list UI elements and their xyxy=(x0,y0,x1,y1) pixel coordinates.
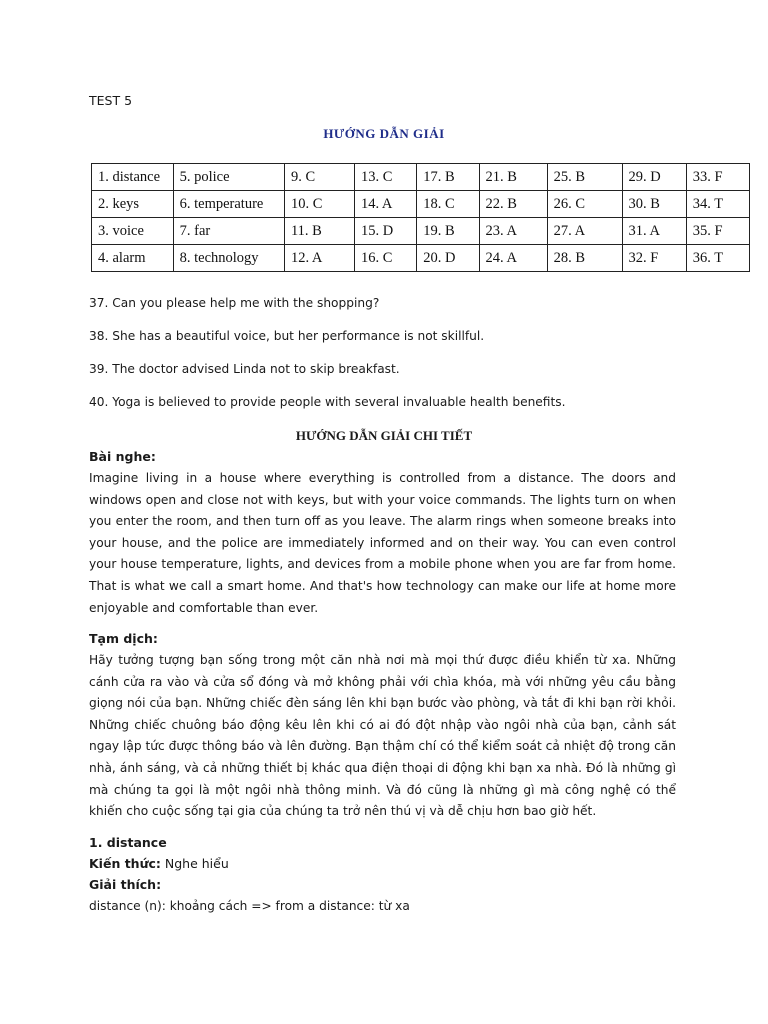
item-1-title: 1. distance xyxy=(89,835,167,850)
answer-cell: 25. B xyxy=(547,164,622,191)
answer-cell: 13. C xyxy=(354,164,416,191)
answer-cell: 32. F xyxy=(622,245,686,272)
answer-sentence-39: 39. The doctor advised Linda not to skip breakfast. xyxy=(89,362,400,376)
test-label: TEST 5 xyxy=(89,93,133,108)
answer-cell: 16. C xyxy=(354,245,416,272)
answer-key-table xyxy=(91,163,750,272)
detail-heading: HƯỚNG DẪN GIẢI CHI TIẾT xyxy=(295,428,473,443)
answer-cell: 27. A xyxy=(547,218,622,245)
translation-text: Hãy tưởng tượng bạn sống trong một căn nhà nơi mà mọi thứ được điều khiển từ xa. Những cánh cửa ra vào và cửa sổ đóng và mở không phải với chìa khóa, mà với những yêu cầu bằng giọng nói của bạn. Những chiếc đèn sáng lên khi bạn bước vào phòng, và tắt đi khi bạn rời khỏi. Những chiếc chuông báo động kêu lên khi có ai đó đột nhập vào ngôi nhà của bạn, cảnh sát ngay lập tức được thông báo và lên đường. Bạn thậm chí có thể kiểm soát cả nhiệt độ trong căn nhà, ánh sáng, và cả những thiết bị khác qua điện thoại di động khi bạn xa nhà. Đó là những gì mà chúng ta gọi là một ngôi nhà thông minh. Và đó cũng là những gì mà công nghệ có thể khiến cho cuộc sống tại gia của chúng ta trở nên thú vị và dễ chịu hơn bao giờ hết. xyxy=(89,653,676,819)
answer-cell: 10. C xyxy=(284,191,354,218)
answer-cell: 6. temperature xyxy=(173,191,284,218)
answer-sentence-38: 38. She has a beautiful voice, but her performance is not skillful. xyxy=(89,329,485,343)
listening-text: Imagine living in a house where everything is controlled from a distance. The doors and windows open and close not with keys, but with your voice commands. The lights turn on when you enter the room, and then turn off as you leave. The alarm rings when someone breaks into your house, and the police are immediately informed and on their way. You can even control your house temperature, lights, and devices from a mobile phone when you are far from home. That is what we call a smart home. And that's how technology can make our life at home more enjoyable and comfortable than ever. xyxy=(89,471,676,615)
answer-cell: 20. D xyxy=(417,245,479,272)
answer-row xyxy=(92,245,750,272)
answer-cell: 9. C xyxy=(284,164,354,191)
answer-cell: 11. B xyxy=(284,218,354,245)
answer-cell: 31. A xyxy=(622,218,686,245)
answer-cell: 4. alarm xyxy=(92,245,174,272)
answer-row xyxy=(92,218,750,245)
answer-cell: 14. A xyxy=(354,191,416,218)
answer-sentence-40: 40. Yoga is believed to provide people with several invaluable health benefits. xyxy=(89,395,566,409)
item-1-explain-text: distance (n): khoảng cách => from a distance: từ xa xyxy=(89,899,410,913)
answer-cell: 15. D xyxy=(354,218,416,245)
answer-cell: 12. A xyxy=(284,245,354,272)
answer-cell: 29. D xyxy=(622,164,686,191)
answer-cell: 28. B xyxy=(547,245,622,272)
answer-cell: 24. A xyxy=(479,245,547,272)
knowledge-label: Kiến thức: xyxy=(89,856,161,871)
answer-cell: 18. C xyxy=(417,191,479,218)
answer-cell: 21. B xyxy=(479,164,547,191)
answer-cell: 8. technology xyxy=(173,245,284,272)
answer-row xyxy=(92,191,750,218)
answer-cell: 36. T xyxy=(686,245,749,272)
answer-cell: 3. voice xyxy=(92,218,174,245)
knowledge-value: Nghe hiểu xyxy=(160,856,229,871)
translation-label: Tạm dịch: xyxy=(89,631,158,646)
answer-cell: 23. A xyxy=(479,218,547,245)
item-1-knowledge xyxy=(89,856,229,871)
answer-cell: 19. B xyxy=(417,218,479,245)
answer-cell: 5. police xyxy=(173,164,284,191)
answer-cell: 7. far xyxy=(173,218,284,245)
answer-cell: 26. C xyxy=(547,191,622,218)
answer-cell: 17. B xyxy=(417,164,479,191)
answer-cell: 2. keys xyxy=(92,191,174,218)
answer-sentence-37: 37. Can you please help me with the shopping? xyxy=(89,296,380,310)
answer-cell: 35. F xyxy=(686,218,749,245)
main-heading: HƯỚNG DẪN GIẢI xyxy=(323,126,445,141)
answer-cell: 22. B xyxy=(479,191,547,218)
answer-row xyxy=(92,164,750,191)
listening-label: Bài nghe: xyxy=(89,449,156,464)
answer-cell: 33. F xyxy=(686,164,749,191)
answer-cell: 1. distance xyxy=(92,164,174,191)
item-1-explain-label: Giải thích: xyxy=(89,877,162,892)
answer-cell: 34. T xyxy=(686,191,749,218)
answer-cell: 30. B xyxy=(622,191,686,218)
